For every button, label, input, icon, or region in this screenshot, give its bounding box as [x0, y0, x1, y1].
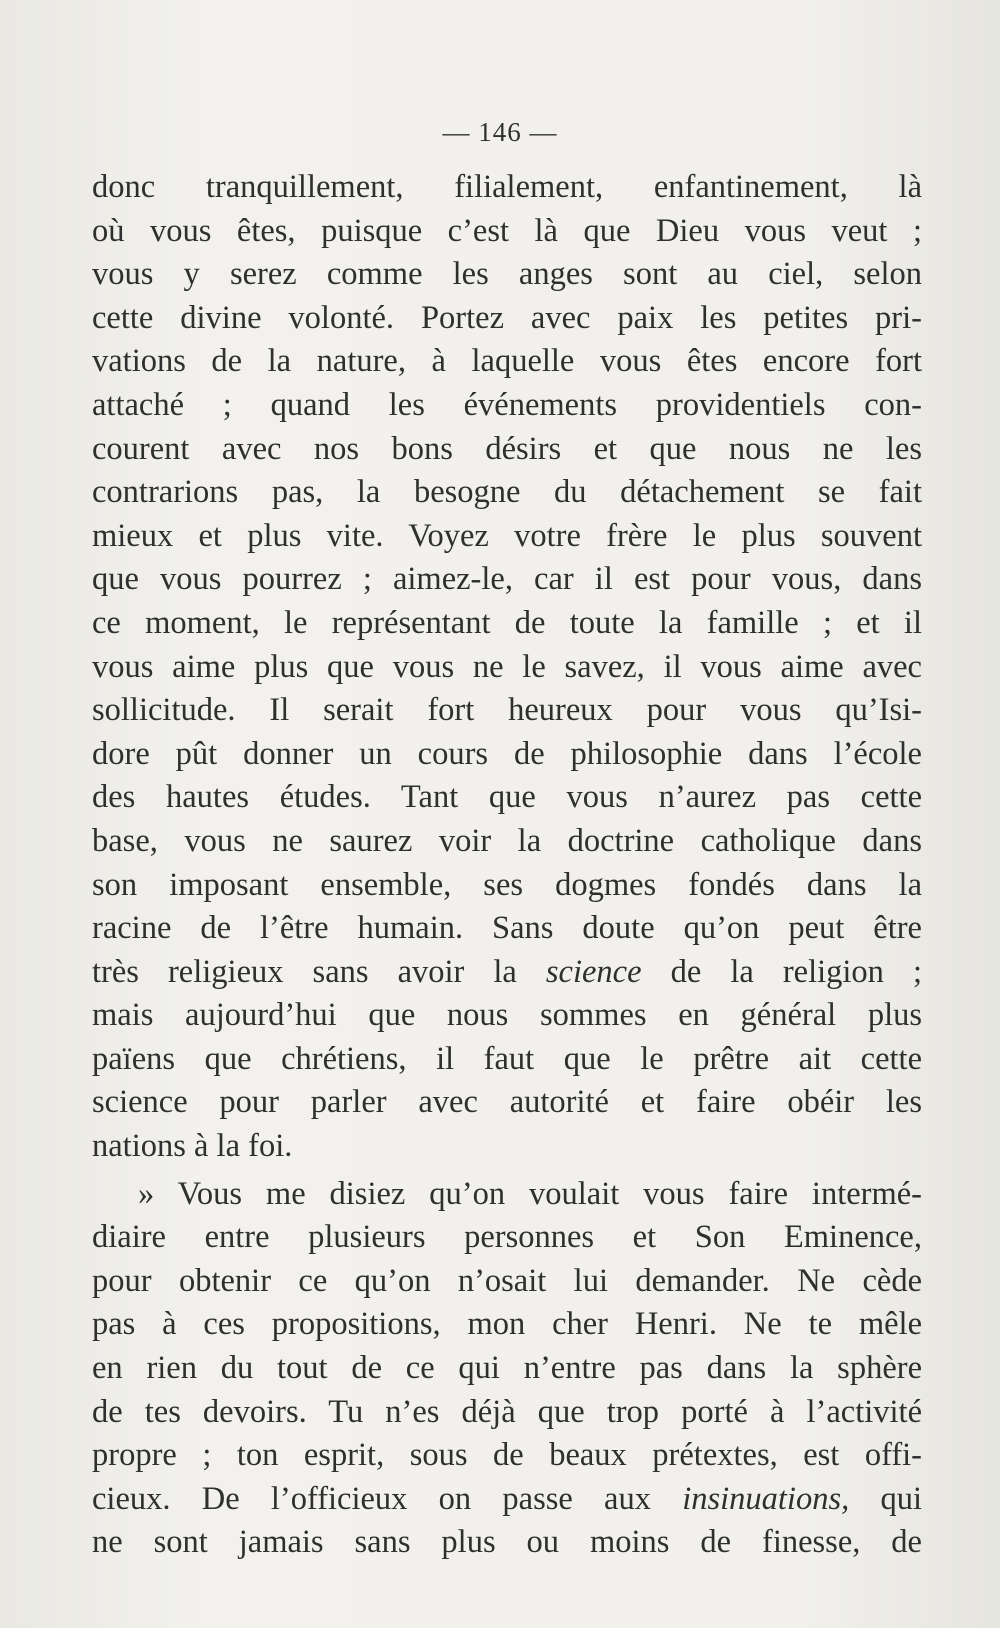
text-line: vations de la nature, à laquelle vous êtes encore fort — [92, 343, 922, 380]
text-run: cieux. De l’officieux on passe aux — [92, 1480, 683, 1517]
text-line: courent avec nos bons désirs et que nous ne les — [92, 430, 922, 467]
text-line: contrarions pas, la besogne du détachement se fait — [92, 474, 922, 511]
text-line: donc tranquillement, filialement, enfantinement, là — [92, 169, 922, 205]
text-line-mixed — [92, 1478, 922, 1522]
text-line: où vous êtes, puisque c’est là que Dieu vous veut ; — [92, 212, 922, 249]
body-text — [92, 166, 922, 1565]
text-line: mais aujourd’hui que nous sommes en général plus — [92, 997, 922, 1034]
text-line: que vous pourrez ; aimez-le, car il est pour vous, dans — [92, 561, 922, 598]
text-line: cette divine volonté. Portez avec paix les petites pri- — [92, 299, 922, 336]
text-run: très religieux sans avoir la — [92, 953, 546, 990]
paragraph — [92, 166, 922, 1169]
text-line: pour obtenir ce qu’on n’osait lui demander. Ne cède — [92, 1262, 922, 1299]
text-line: base, vous ne saurez voir la doctrine catholique dans — [92, 822, 922, 859]
paragraph — [92, 1173, 922, 1565]
text-line: diaire entre plusieurs personnes et Son Eminence, — [92, 1219, 922, 1256]
text-line: pas à ces propositions, mon cher Henri. Ne te mêle — [92, 1306, 922, 1343]
text-run: qui — [849, 1480, 922, 1517]
text-line: dore pût donner un cours de philosophie dans l’école — [92, 735, 922, 772]
text-line: en rien du tout de ce qui n’entre pas dans la sphère — [92, 1350, 922, 1387]
text-line: vous aime plus que vous ne le savez, il vous aime avec — [92, 648, 922, 685]
text-line: des hautes études. Tant que vous n’aurez pas cette — [92, 779, 922, 816]
text-line: de tes devoirs. Tu n’es déjà que trop porté à l’activité — [92, 1393, 922, 1430]
italic-word: science — [545, 953, 642, 990]
page-number: — 146 — — [442, 117, 558, 147]
text-line: » Vous me disiez qu’on voulait vous faire intermé- — [138, 1175, 922, 1212]
text-line: païens que chrétiens, il faut que le prêtre ait cette — [92, 1040, 922, 1077]
text-line: sollicitude. Il serait fort heureux pour vous qu’Isi- — [92, 692, 922, 729]
text-run: de la religion ; — [641, 953, 922, 990]
text-line: attaché ; quand les événements providentiels con- — [92, 386, 922, 423]
text-line: propre ; ton esprit, sous de beaux prétextes, est offi- — [92, 1437, 922, 1474]
text-line: ce moment, le représentant de toute la famille ; et il — [92, 604, 922, 641]
text-line: son imposant ensemble, ses dogmes fondés dans la — [92, 866, 922, 903]
text-line: ne sont jamais sans plus ou moins de finesse, de — [92, 1524, 922, 1561]
text-line: racine de l’être humain. Sans doute qu’on peut être — [92, 910, 922, 947]
text-line: nations à la foi. — [92, 1128, 293, 1165]
text-line: mieux et plus vite. Voyez votre frère le plus souvent — [92, 517, 922, 554]
text-line: vous y serez comme les anges sont au ciel, selon — [92, 256, 922, 293]
text-line-mixed — [92, 951, 922, 995]
italic-word: insinuations, — [682, 1480, 850, 1517]
text-line: science pour parler avec autorité et faire obéir les — [92, 1084, 922, 1121]
